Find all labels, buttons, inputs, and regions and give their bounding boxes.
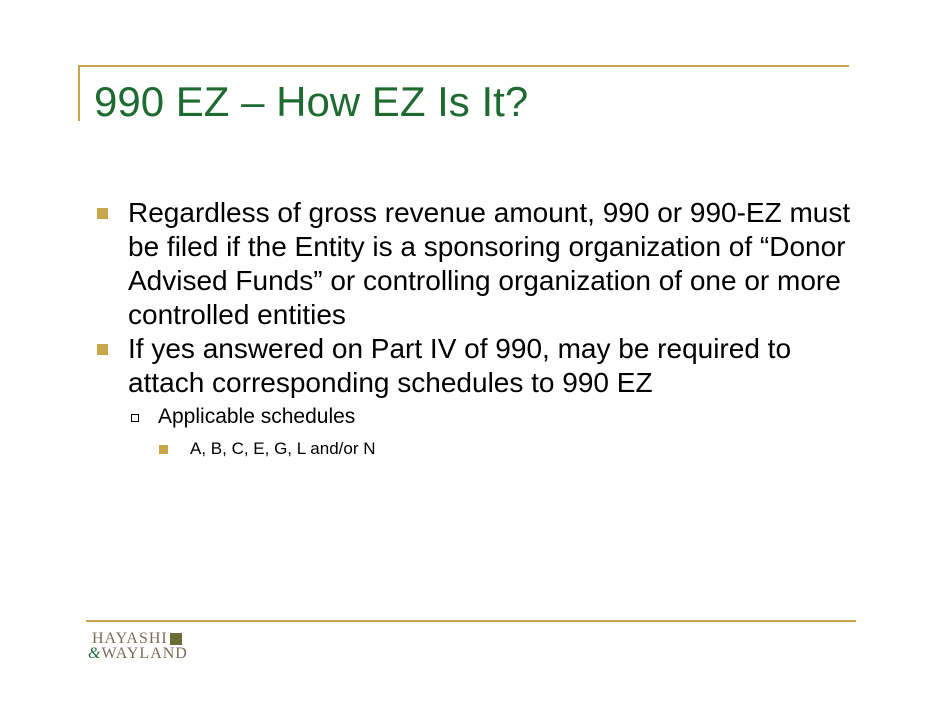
bullet-list — [93, 196, 853, 460]
company-logo — [88, 630, 198, 664]
square-bullet-icon — [97, 344, 108, 355]
title-top-rule — [78, 65, 849, 67]
logo-ampersand: & — [88, 645, 102, 662]
title-left-rule — [78, 65, 80, 121]
bullet-item — [93, 332, 853, 400]
logo-line2-text: WAYLAND — [101, 645, 188, 662]
square-bullet-icon — [97, 208, 108, 219]
sub-bullet-text: Applicable schedules — [158, 405, 356, 428]
logo-mark-icon — [170, 633, 182, 645]
slide-title: 990 EZ – How EZ Is It? — [94, 78, 529, 125]
sub-bullet-item — [128, 404, 853, 430]
hollow-square-bullet-icon — [131, 414, 139, 422]
square-bullet-icon — [159, 445, 168, 454]
bullet-item — [93, 196, 853, 332]
sub-sub-bullet-item — [156, 438, 853, 460]
footer-rule — [86, 620, 856, 622]
logo-line2 — [88, 645, 188, 663]
bullet-text: If yes answered on Part IV of 990, may be required to attach corresponding schedules to 990 EZ — [128, 333, 792, 398]
bullet-text: Regardless of gross revenue amount, 990 or 990-EZ must be filed if the Entity is a sponsoring organization of “Donor Advised Funds” or controlling organization of one or more controlled entities — [128, 197, 851, 330]
logo-line1: HAYASHI — [92, 630, 168, 647]
sub-sub-bullet-text: A, B, C, E, G, L and/or N — [190, 439, 376, 458]
